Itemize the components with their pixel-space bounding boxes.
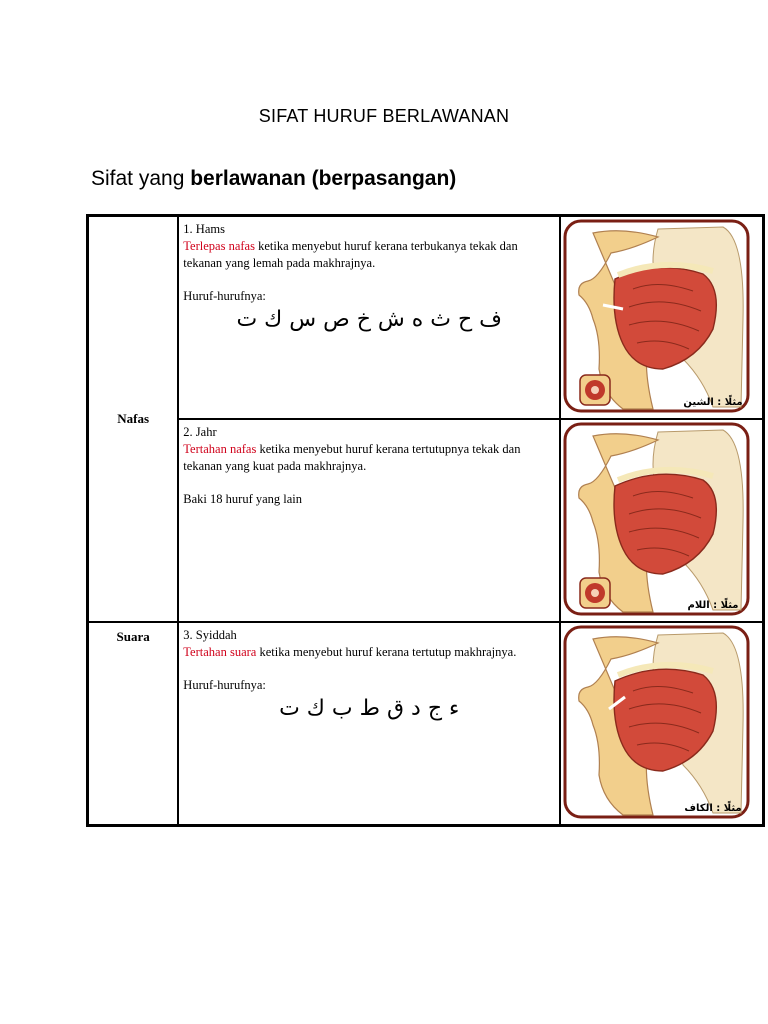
description-cell-syiddah [178, 622, 560, 825]
letters-label: Huruf-hurufnya: [183, 678, 266, 692]
category-nafas: Nafas [88, 216, 178, 622]
table-row [88, 419, 763, 622]
letters-label: Baki 18 huruf yang lain [183, 492, 303, 506]
mouth-cross-section-illustration [563, 625, 756, 821]
table-row [88, 216, 763, 419]
row-heading: 1. Hams [183, 222, 225, 236]
mouth-cross-section-illustration [563, 422, 756, 618]
letters-label: Huruf-hurufnya: [183, 289, 266, 303]
category-suara: Suara [88, 622, 178, 825]
row-description [183, 238, 555, 272]
illustration-caption: مثلًا : الكاف [684, 803, 742, 814]
description-text: ketika menyebut huruf kerana tertutup makhrajnya. [256, 645, 517, 659]
page-title: SIFAT HURUF BERLAWANAN [258, 106, 510, 126]
arabic-letters: ء ج د ق ط ب ك ت [279, 696, 460, 721]
description-cell-jahr [178, 419, 560, 622]
illustration-cell [560, 419, 763, 622]
illustration-cell [560, 216, 763, 419]
highlight-text: Tertahan nafas [183, 442, 257, 456]
description-text: ketika menyebut huruf kerana tertutupnya tekak dan tekanan yang kuat pada makhrajnya. [183, 442, 521, 473]
row-heading: 2. Jahr [183, 425, 217, 439]
subtitle-normal: Sifat yang [91, 167, 191, 190]
mouth-cross-section-illustration [563, 219, 756, 415]
illustration-cell [560, 622, 763, 825]
highlight-text: Terlepas nafas [183, 239, 255, 253]
illustration-caption: مثلًا : الشين [683, 397, 743, 408]
illustration-caption: مثلًا : اللام [687, 600, 739, 611]
row-heading: 3. Syiddah [183, 628, 237, 642]
row-description [183, 644, 555, 661]
subtitle [91, 167, 456, 191]
arabic-letters: ف ح ث ه ش خ ص س ك ت [236, 307, 502, 332]
description-cell-hams [178, 216, 560, 419]
table-row [88, 622, 763, 825]
row-description [183, 441, 555, 475]
sifat-table [86, 214, 765, 827]
description-text: ketika menyebut huruf kerana terbukanya tekak dan tekanan yang lemah pada makhrajnya. [183, 239, 518, 270]
highlight-text: Tertahan suara [183, 645, 257, 659]
subtitle-bold: berlawanan (berpasangan) [190, 167, 457, 190]
